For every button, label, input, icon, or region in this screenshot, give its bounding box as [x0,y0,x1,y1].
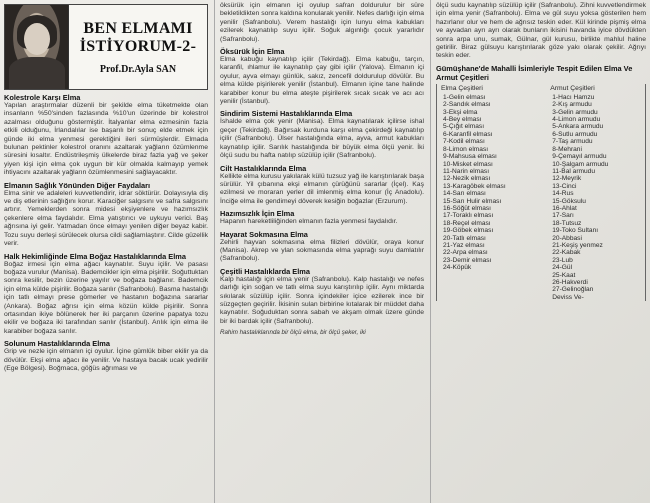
pear-variety: 2-Kış armudu [552,101,592,109]
apple-variety: 6-Karanfil elması [443,130,493,138]
apple-variety: 10-Misket elması [443,160,493,168]
table-row [437,101,645,108]
apple-variety: 11-Narin elması [443,167,490,175]
apple-variety [437,279,546,286]
table-row [437,123,645,130]
apple-variety [437,294,546,301]
pear-variety: 21-Keşiş yenmez [552,241,603,249]
section-body: Grip ve nezle için elmanın içi oyulur. İçine gümlük biber ekilir ya da dövülür. Ekşi elma ağacı ile yenilir. Ve hastaya bacak ucak yedirilir (Ege Bölgesi). Boğmaca, göğüs ağrıması ve [4,348,208,372]
table-row [437,235,645,242]
table-row [437,109,645,116]
pear-variety: 11-Bal armudu [552,167,596,175]
column-2 [216,0,430,503]
apple-variety: 8-Limon elması [443,145,489,153]
section-body: Kalp hastalığı için elma yenir (Safranbolu). Kalp hastalığı ve nefes darlığı için soğan ve tatlı elma suyu karıştırılıp içilir. Aynı miktarda sıkılarak süzülüp içilir. Sonra içindekiler içice ezilerek ince bir süzgeçten geçirilir. İkisinin sulan birbirine kıtalarak bir müddet daha kaynatılır. Soğuduktan sonra sabah ve akşam olmak üzere günde bir iki bardak içilir (Safranbolu). [220,275,424,325]
apple-variety: 12-Nezik elması [443,175,491,183]
table-row [437,131,645,138]
table-row [437,146,645,153]
apple-variety: 19-Göbek elması [443,227,494,235]
table-row [437,205,645,212]
section-heading: Hazımsızlık İçin Elma [220,209,295,219]
section-heading: Hayarat Sokmasına Elma [220,229,308,239]
apple-variety: 24-Köpük [443,264,472,272]
pear-variety: 9-Çemayıl armudu [552,153,607,161]
author-photo [5,5,69,89]
apple-variety: 21-Yaz elması [443,241,485,249]
table-row [437,242,645,249]
apple-variety: 22-Arpa elması [443,249,488,257]
apple-variety: 17-Toraklı elması [443,212,494,220]
apple-variety: 18-Reçel elması [443,219,491,227]
column-2-body [220,2,424,326]
table-row [437,153,645,160]
pear-variety: 4-Limon armudu [552,116,601,124]
table-row [437,286,645,293]
apple-variety: 9-Mahsusa elması [443,153,497,161]
table-row [437,220,645,227]
pear-variety: 25-Kaat [552,271,576,279]
table-row [437,279,645,286]
pear-variety: 12-Meyrik [552,175,582,183]
apple-variety: 16-Söğüt elması [443,204,492,212]
section-heading: Solunum Hastalıklarında Elma [4,339,110,349]
section-body: Zehirli hayvan sokmasına elma filizleri dövülür, oraya konur (Manisa). Akrep ve ylan sokmasında elma yaprağı suyu damlatılır (Safranbolu). [220,238,424,263]
pear-variety: 18-Tutsuz [552,219,582,227]
pear-variety: 27-Gelinoğlan [552,286,594,294]
section-body: Kellikte elma kurusu yakılarak külü tuzsuz yağ ile karıştırılarak başa sürülür. Yil çıbanına ekşi elmanın çürüğünü sararlar (İçel). Kaş ezilmesi ve morararı yerler dil imlenmiş elma konur (İç Anadolu). İnciğe elma ile gendimeyi döverek kesiğin boğazlar (Erzurum). [220,172,424,205]
table-row [437,257,645,264]
pear-variety: Deviss Ve- [552,293,584,301]
article-title: BEN ELMAMI İSTİYORUM-2- [79,19,197,55]
section-heading: Çeşitli Hastalıklarda Elma [220,266,310,276]
section-body: Boğaz irmesi için elma ağacı kaynatılır. Suyu içilir. Ve pasası boğaza vurulur (Manisa). Bademcikler için elma pişirilir. Soğuttuktan sonra kesilir, bezin üzerine yayılır ve boğaza bağlanır. Bademcik için elma külde pişirilir. Boğaza sarılır (Safranbolu). Basma hastalığı için tatlı elmayı prese gömerler ve hastanın boğazına sararlar (Ankara). Boğaz ağrısı için elma közün külde pişirilir. Sonra ortasından ikiye bölünerek her iki parçanın üzerine papatya tozu ekilir ve boğaza iki tarafından sarılır (İstanbul). Arılık için elma ile karabiber boğaza sarılır. [4,260,208,335]
column-1-body [4,93,208,373]
table-row [437,198,645,205]
section-body: Hapanın hareketliliğinden elmanın fazla yenmesi faydalıdır. [220,218,398,226]
apple-variety: 2-Sandık elması [443,101,491,109]
pear-variety: 10-Şalgam armudu [552,160,609,168]
section-body: Elma kabuğu kaynatılıp içilir (Tekirdağ). Elma kabuğu, tarçın, karanfil, ıhlamur ile kaynatılıp çay gibi içilir (Yalova). Elmanın içi oyulur, ayva elmayı günlük, sakız, zencefil doldurulup dövülür. Bu elma külde pişirilerek yenilir (İstanbul). Elmanın içine tane halinde karabiber konur bu elma ateşte pişirilerek sıcak sıcak ve acı acı yenilir (İstanbul). [220,56,424,106]
table-row [437,264,645,271]
section-heading: Kolestrole Karşı Elma [4,93,81,102]
apple-variety: 7-Kodil elması [443,138,485,146]
column-divider [214,0,215,503]
column-divider [430,0,431,503]
column-1 [0,0,214,503]
table-row [437,212,645,219]
section-body: Elma sinir ve adaleleri kuvvetlendirir, idrar söktürür. Dolayısıyla diş ve diş etlerinin sağlığını korur. Karaciğer salgısını ve safra salgısını artırır. Yemeklerden sonra midesi ekşiyenlere ve hazımsızlık çekenlere elma faydalıdır. Elma yatıştırıcı ve uykuyu verici. Baş ağrısına iyi gelir. Yatmadan önce elmayı yenilen diğer beyaz kabir. Tozu suyu derleşi sürülecek olursa cildi sağlamlaştırır. Cilde güzellik verir. [4,189,208,248]
pear-variety: 3-Gelin armudu [552,108,598,116]
table-row [437,272,645,279]
table-row [437,116,645,123]
apple-variety [437,286,546,293]
table-row [437,161,645,168]
pear-variety: 13-Cinci [552,182,577,190]
article-masthead [4,4,208,90]
section-heading: Cilt Hastalıklarında Elma [220,163,307,173]
table-row [437,249,645,256]
section-heading: Öksürük İçin Elma [220,47,285,57]
apple-variety: 20-Tatlı elması [443,234,486,242]
section-heading: Halk Hekimliğinde Elma Boğaz Hastalıklarında Elma [4,251,186,261]
variety-table-box [436,84,646,301]
section-heading: Sindirim Sistemi Hastalıklarında Elma [220,109,353,119]
table-row [437,94,645,101]
pear-variety: 26-Hakverdi [552,279,588,286]
table-row [437,175,645,182]
column-3-intro: ölçü sudu kaynatılıp süzülüp içilir (Safranbolu). Zihni kuvvetlendirmek için elma yenir (Safranbolu). Elma ve gül suyu yoksa gösterilen hem hazırlanır olur ve hem de ağrısız teskin eder. Kül kirinde pişmiş elma ve ayvadan ayrı ayrı olarak bunların ikisini havanda iyice dövdükten sonra arpa unu, sumak, Gülnar, gül kurusu, birlikte mahlul haline getirilir. Biraz gülsuyu karıştırılarak göze yakı olarak çekilir. Ağrıyı teskin eder. [436,2,646,60]
table-heading: Gümüşhane'de Mahalli İsimleriyle Tespit Edilen Elma Ve Armut Çeşitleri [436,63,633,82]
pear-variety: 1-Hacı Hamzu [552,93,595,101]
pear-variety: 16-Ahlat [552,204,577,212]
apple-variety: 4-Bey elması [443,116,482,124]
article-author: Prof.Dr.Ayla SAN [99,63,177,75]
section-heading: Elmanın Sağlık Yönünden Diğer Faydaları [4,180,151,190]
pear-variety: 19-Toko Sultanı [552,227,599,235]
pear-variety: 24-Gül [552,264,573,272]
pear-variety: 20-Abbasi [552,234,582,242]
table-row [437,190,645,197]
column-3 [432,0,650,503]
apple-variety [437,272,546,279]
apple-variety: 5-Çığıt elması [443,123,485,131]
apple-variety: 3-Ekşi elma [443,108,478,116]
pear-variety: 5-Ankara armudu [552,123,604,131]
table-row [437,168,645,175]
apple-variety: 15-Sarı Hulir elması [443,197,502,205]
masthead-text [69,5,207,89]
section-body: öksürük için elmanın içi oyulup safran doldurulur bir süre bekletildikten sonra kaldına konularak yenilir. Nefes darlığı için elma yenilir (Safranbolu). Verem hastalığı için lunyu elma kabukları ezilerek kaynatılıp suyu içilir. Soğuk algınlığı çocuk yararlıdır (Safranbolu). [220,2,424,43]
pear-variety: 17-Sarı [552,212,574,220]
section-body: Yapılan araştırmalar düzenli bir şekilde elma tüketmekte olan insanların %50'sinden fazlasında %10'un üzerinde bir kolestrol azalması olduğunu göstermiştir. İtalyanlar elma ezmesinin fazla etkili olduğunu, İrlandalılar ise başarılı bir sonuç elde etmek için günde iki elma yenmesi gerektiğini ileri sürmüşlerdir. Elmada bulunan pektinler kolestrol oranını azaltarak yağların özümlenme süresini kısaltır. Endüstrileşmiş ülkelerde biraz fazla yağ ve şeker yiyen kişi için elma çok uygun bir kür olmakla kalmayıp yemek ihtiyacını azaltarak yağların özümlenmesini sağlayacaktır. [4,102,208,177]
section-body: İshalde elma çok yenir (Manisa). Elma kaynatılarak içilirse ishal geçer (Tekirdağ). Bağırsak kurduna karşı elma çekirdeği kaynatılıp içilir (Safranbolu). Ülser hastalığında elma, ayva, armut kabukları kaynatılıp içilir. Sarılık hastalığında bir büyük elma ölçü yenir. İki ölçü sudu bu hafta natılıp süzülüp içilir (Safranbolu). [220,118,424,160]
pear-variety: 6-Sutlu armudu [552,130,598,138]
apple-column-header: Elma Çeşitleri [441,85,483,93]
pear-column-header: Armut Çeşitleri [550,85,595,93]
pear-variety: 22-Kabak [552,249,581,257]
variety-table [437,84,645,301]
pear-variety: 8-Mehrani [552,145,582,153]
apple-variety: 14-Sarı elması [443,190,486,198]
pear-variety: 7-Taş armudu [552,138,593,146]
apple-variety: 13-Karagöbek elması [443,182,506,190]
table-row [437,227,645,234]
column-2-caption: Rahim hastalıklarında bir ölçü elma, bir ölçü şeker, iki [220,329,366,337]
table-row [437,138,645,145]
apple-variety: 1-Gelin elması [443,93,486,101]
apple-variety: 23-Demir elması [443,256,492,264]
pear-variety: 14-Rus [552,190,574,198]
pear-variety: 15-Göksulu [552,197,586,205]
table-row [437,183,645,190]
table-row [437,294,645,301]
pear-variety: 23-Lub [552,256,573,264]
